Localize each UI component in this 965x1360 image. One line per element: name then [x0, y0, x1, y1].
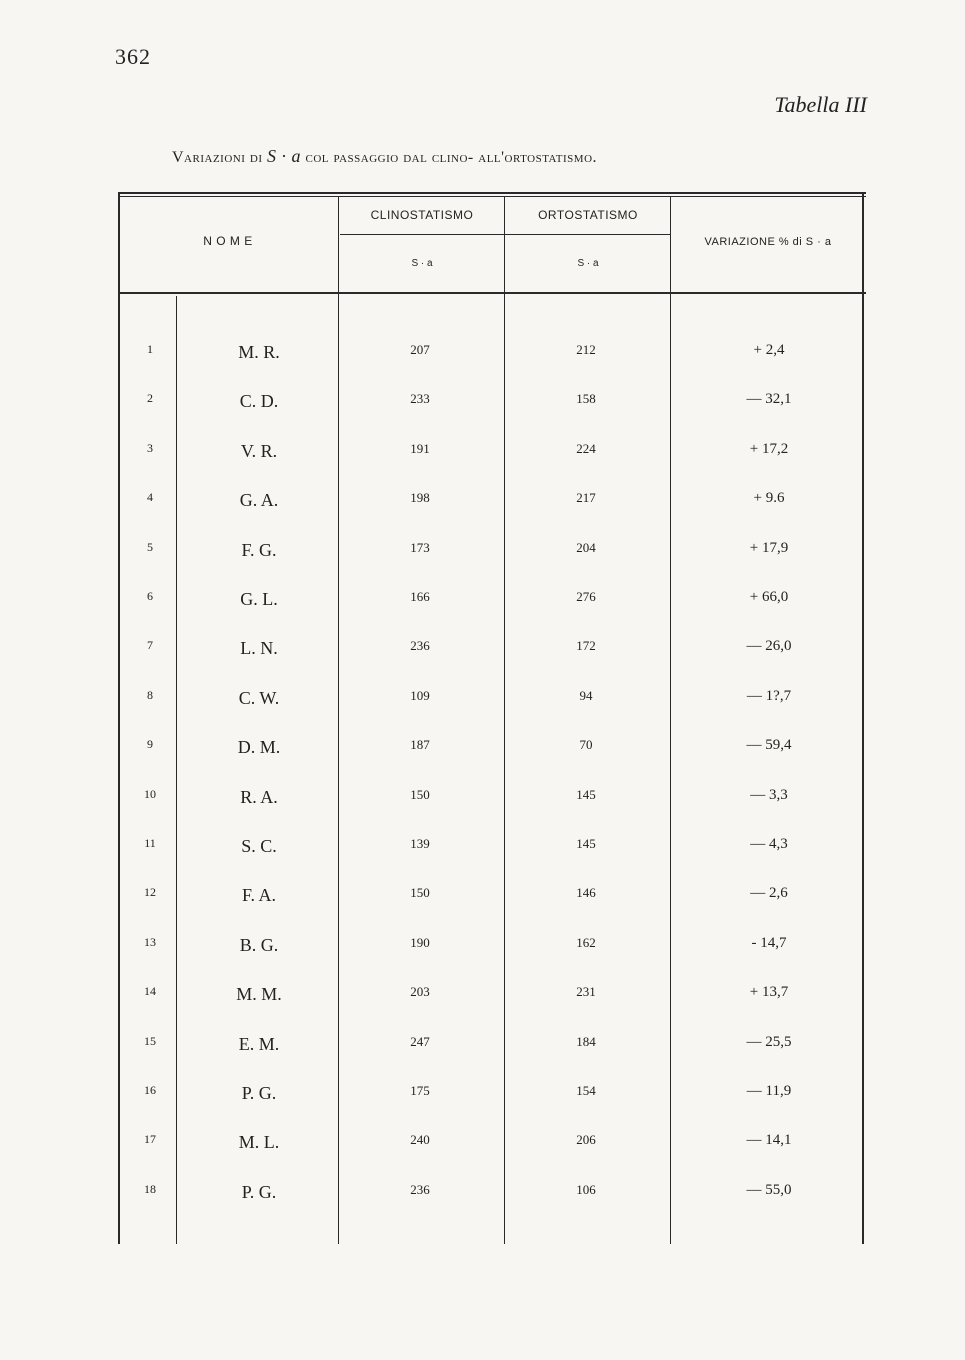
row-ortostatismo: 154 — [576, 1083, 596, 1098]
row-clinostatismo: 247 — [410, 1034, 430, 1049]
row-clinostatismo: 233 — [410, 391, 430, 406]
caption-start: Variazioni di — [172, 149, 267, 166]
row-name: M. L. — [238, 1132, 280, 1152]
row-clinostatismo: 236 — [410, 1182, 430, 1197]
header-variazione: VARIAZIONE % di S · a — [704, 236, 832, 248]
row-variazione: + 17,2 — [749, 441, 789, 457]
row-variazione: + 66,0 — [749, 589, 789, 605]
row-ortostatismo: 172 — [576, 638, 596, 653]
row-number: 12 — [144, 885, 156, 899]
row-variazione: — 14,1 — [746, 1132, 792, 1148]
row-variazione: + 13,7 — [749, 984, 789, 1000]
row-ortostatismo: 184 — [576, 1034, 596, 1049]
caption-symbol: S · a — [266, 146, 301, 166]
top-rule-inner — [118, 196, 866, 197]
row-name: L. N. — [240, 638, 278, 658]
data-table — [118, 192, 866, 1244]
row-name: S. C. — [241, 836, 277, 856]
row-variazione: — 1?,7 — [746, 688, 792, 704]
row-ortostatismo: 106 — [576, 1182, 596, 1197]
row-ortostatismo: 162 — [576, 935, 596, 950]
row-number: 7 — [147, 638, 153, 652]
subheader-clino: S · a — [411, 258, 433, 269]
row-number: 10 — [144, 787, 156, 801]
row-name: D. M. — [237, 737, 281, 757]
row-variazione: — 2,6 — [750, 885, 788, 901]
row-ortostatismo: 224 — [576, 441, 596, 456]
row-name: B. G. — [239, 935, 279, 955]
table-row — [118, 1034, 866, 1064]
row-number: 8 — [147, 688, 153, 702]
row-variazione: — 3,3 — [750, 787, 788, 803]
row-variazione: + 17,9 — [749, 540, 789, 556]
header-clinostatismo: CLINOSTATISMO — [370, 208, 474, 222]
row-variazione: — 11,9 — [746, 1083, 792, 1099]
row-variazione: — 59,4 — [746, 737, 792, 753]
table-label: Tabella III — [774, 92, 867, 117]
table-row — [118, 836, 866, 866]
table-caption — [172, 146, 597, 167]
header-ortostatismo: ORTOSTATISMO — [538, 208, 638, 222]
caption-end: col passaggio dal clino- all'ortostatismo. — [300, 149, 598, 166]
row-number: 1 — [147, 342, 153, 356]
row-clinostatismo: 198 — [410, 490, 430, 505]
row-clinostatismo: 175 — [410, 1083, 430, 1098]
page-number: 362 — [115, 44, 151, 69]
row-number: 3 — [147, 441, 153, 455]
row-ortostatismo: 204 — [576, 540, 596, 555]
row-ortostatismo: 158 — [576, 391, 596, 406]
row-variazione: - 14,7 — [751, 935, 787, 951]
row-number: 2 — [147, 391, 153, 405]
row-number: 16 — [144, 1083, 156, 1097]
row-number: 6 — [147, 589, 153, 603]
table-row — [118, 589, 866, 619]
row-clinostatismo: 166 — [410, 589, 430, 604]
row-clinostatismo: 173 — [410, 540, 430, 555]
row-ortostatismo: 70 — [579, 737, 593, 752]
table-row — [118, 441, 866, 471]
row-clinostatismo: 187 — [410, 737, 430, 752]
row-variazione: — 55,0 — [746, 1182, 792, 1198]
row-ortostatismo: 206 — [576, 1132, 596, 1147]
row-ortostatismo: 94 — [579, 688, 593, 703]
row-clinostatismo: 191 — [410, 441, 430, 456]
row-name: G. L. — [240, 589, 278, 609]
row-clinostatismo: 240 — [410, 1132, 430, 1147]
row-name: P. G. — [241, 1182, 277, 1202]
table-row — [118, 1182, 866, 1212]
row-name: R. A. — [240, 787, 278, 807]
row-variazione: — 4,3 — [750, 836, 788, 852]
row-name: P. G. — [241, 1083, 277, 1103]
row-name: C. W. — [238, 688, 280, 708]
row-ortostatismo: 217 — [576, 490, 596, 505]
row-name: F. G. — [241, 540, 277, 560]
table-row — [118, 787, 866, 817]
row-clinostatismo: 109 — [410, 688, 430, 703]
row-ortostatismo: 145 — [576, 836, 596, 851]
row-clinostatismo: 139 — [410, 836, 430, 851]
row-ortostatismo: 276 — [576, 589, 596, 604]
top-rule — [118, 192, 866, 194]
row-name: V. R. — [240, 441, 278, 461]
header-bottom-rule — [118, 292, 866, 294]
row-number: 15 — [144, 1034, 156, 1048]
header-subrule — [340, 234, 670, 235]
row-number: 11 — [144, 836, 156, 850]
row-number: 17 — [144, 1132, 156, 1146]
row-name: M. M. — [236, 984, 282, 1004]
row-number: 14 — [144, 984, 156, 998]
row-variazione: + 2,4 — [753, 342, 785, 358]
table-row — [118, 688, 866, 718]
subheader-orto: S · a — [577, 258, 599, 269]
row-number: 4 — [147, 490, 153, 504]
row-number: 5 — [147, 540, 153, 554]
row-ortostatismo: 212 — [576, 342, 596, 357]
header-nome: N O M E — [203, 234, 253, 248]
row-number: 9 — [147, 737, 153, 751]
row-clinostatismo: 207 — [410, 342, 430, 357]
table-row — [118, 490, 866, 520]
row-variazione: — 32,1 — [746, 391, 792, 407]
table-row — [118, 1083, 866, 1113]
row-name: M. R. — [238, 342, 280, 362]
row-variazione: — 25,5 — [746, 1034, 792, 1050]
row-name: E. M. — [238, 1034, 280, 1054]
row-variazione: + 9.6 — [753, 490, 785, 506]
table-row — [118, 391, 866, 421]
row-clinostatismo: 203 — [410, 984, 430, 999]
row-name: F. A. — [241, 885, 277, 905]
row-variazione: — 26,0 — [746, 638, 792, 654]
row-number: 13 — [144, 935, 156, 949]
table-row — [118, 342, 866, 372]
row-number: 18 — [144, 1182, 156, 1196]
row-name: G. A. — [239, 490, 279, 510]
row-clinostatismo: 150 — [410, 885, 430, 900]
row-clinostatismo: 150 — [410, 787, 430, 802]
table-row — [118, 885, 866, 915]
row-ortostatismo: 231 — [576, 984, 596, 999]
table-row — [118, 638, 866, 668]
table-row — [118, 737, 866, 767]
row-clinostatismo: 236 — [410, 638, 430, 653]
row-ortostatismo: 145 — [576, 787, 596, 802]
table-row — [118, 540, 866, 570]
row-clinostatismo: 190 — [410, 935, 430, 950]
table-row — [118, 1132, 866, 1162]
row-ortostatismo: 146 — [576, 885, 596, 900]
table-row — [118, 935, 866, 965]
row-name: C. D. — [239, 391, 279, 411]
table-row — [118, 984, 866, 1014]
